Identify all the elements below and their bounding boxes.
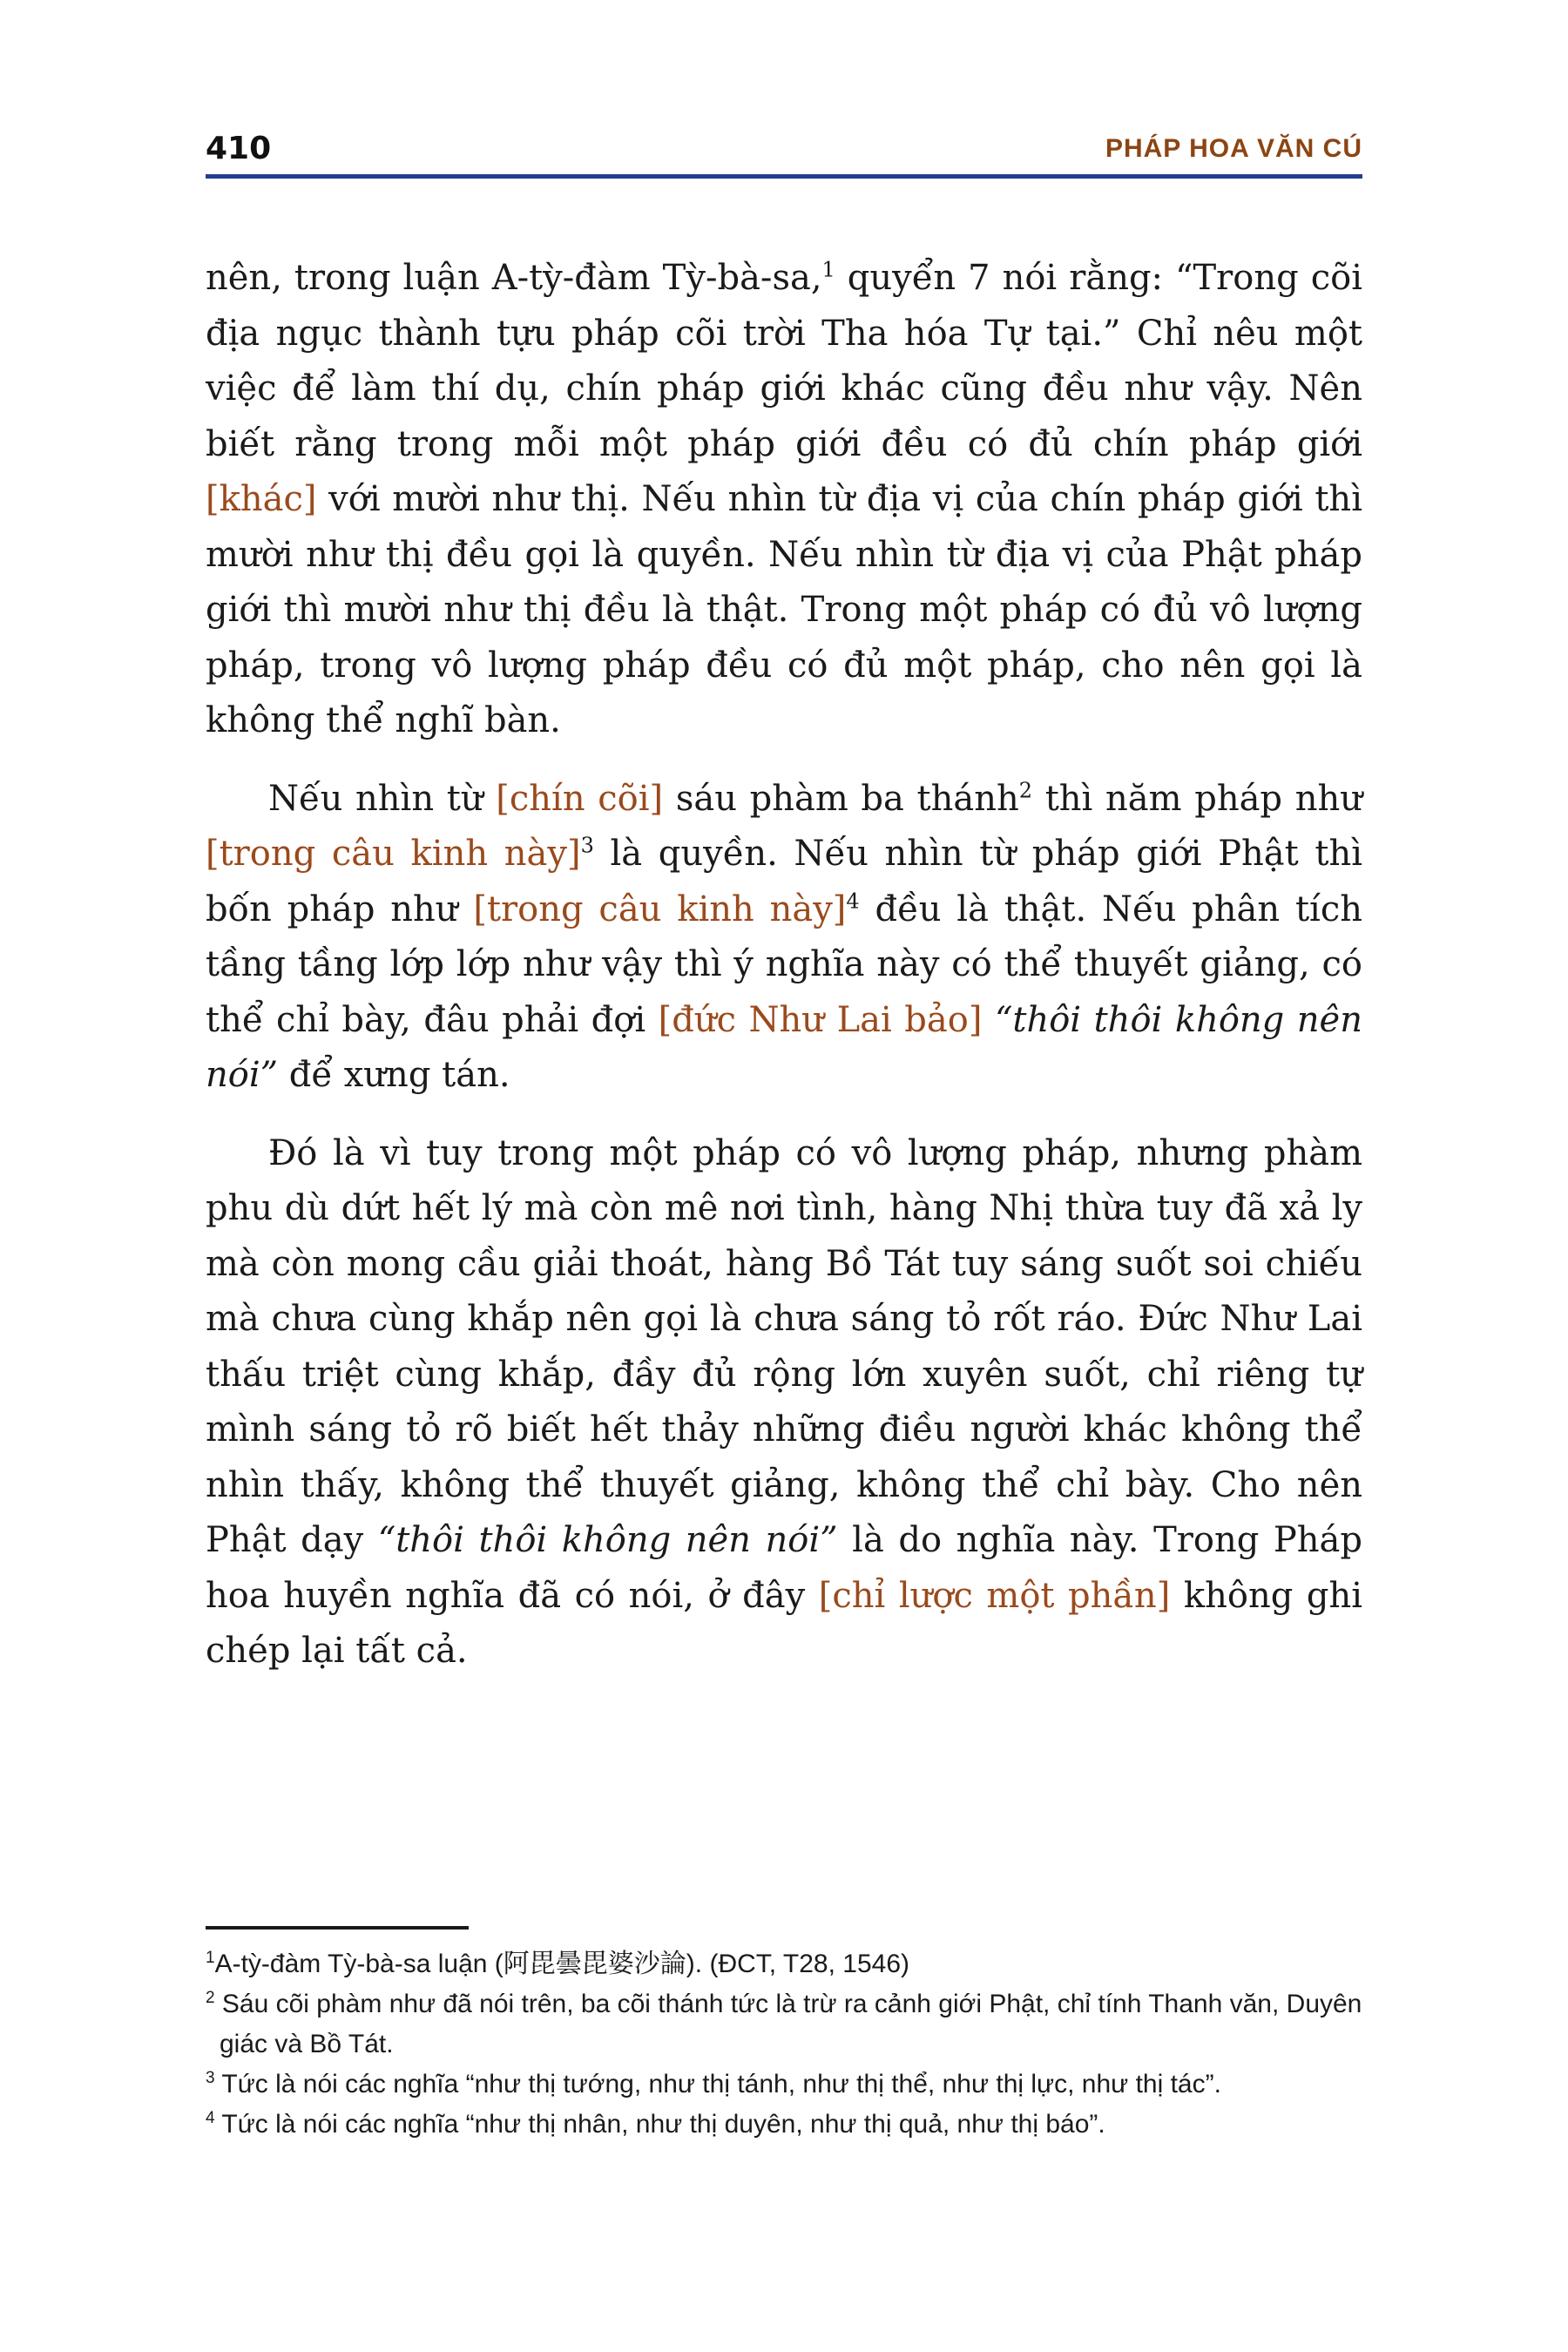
- italic-quote: “thôi thôi không nên nói”: [377, 1520, 838, 1560]
- editorial-insertion: [chỉ lược một phần]: [818, 1575, 1171, 1616]
- footnote-number: 2: [206, 1989, 215, 2007]
- header-rule: [206, 174, 1362, 179]
- text-run: đều là thật. Nếu phân tích tầng tầng lớp lớp như vậy thì ý nghĩa này có thể thuyết giảng, có thể chỉ bày, đâu phải đợi: [206, 889, 1362, 1040]
- footnote-ref-2[interactable]: 2: [1018, 778, 1033, 803]
- main-text: [206, 251, 1362, 1702]
- text-run: Đó là vì tuy trong một pháp có vô lượng pháp, nhưng phàm phu dù dứt hết lý mà còn mê nơi tình, hàng Nhị thừa tuy đã xả ly mà còn mong cầu giải thoát, hàng Bồ Tát tuy sáng suốt soi chiếu mà chưa cùng khắp nên gọi là chưa sáng tỏ rốt ráo. Đức Như Lai thấu triệt cùng khắp, đầy đủ rộng lớn xuyên suốt, chỉ riêng tự mình sáng tỏ rõ biết hết thảy những điều người khác không thể nhìn thấy, không thể thuyết giảng, không thể chỉ bày. Cho nên Phật dạy: [206, 1132, 1362, 1560]
- editorial-insertion: [trong câu kinh này]: [473, 889, 847, 929]
- footnote-text: Tức là nói các nghĩa “như thị tướng, như thị tánh, như thị thể, như thị lực, như thị tác”.: [214, 2070, 1221, 2099]
- text-run: để xưng tán.: [278, 1055, 510, 1095]
- footnote-number: 4: [206, 2109, 215, 2127]
- paragraph-3: [206, 1126, 1362, 1680]
- footnote-ref-4[interactable]: 4: [846, 889, 860, 914]
- footnote-2: [206, 1984, 1373, 2065]
- editorial-insertion: [khác]: [206, 479, 317, 519]
- text-run: là quyền. Nếu nhìn từ pháp giới Phật thì bốn pháp như: [206, 834, 1362, 929]
- page-header: [206, 127, 1362, 171]
- footnote-text: Tức là nói các nghĩa “như thị nhân, như thị duyên, như thị quả, như thị báo”.: [214, 2110, 1105, 2139]
- text-run: thì năm pháp như: [1032, 778, 1362, 819]
- footnote-number: 3: [206, 2069, 215, 2087]
- italic-quote: “thôi thôi không nên nói”: [206, 999, 1362, 1095]
- text-run: Nếu nhìn từ: [268, 778, 497, 819]
- footnote-3: [206, 2065, 1373, 2105]
- text-run: là do nghĩa này. Trong Pháp hoa huyền nghĩa đã có nói, ở đây: [206, 1520, 1363, 1616]
- paragraph-2: [206, 772, 1362, 1104]
- text-run: [982, 1000, 995, 1040]
- footnote-ref-3[interactable]: 3: [580, 833, 594, 858]
- running-title: PHÁP HOA VĂN CÚ: [1105, 134, 1362, 163]
- editorial-insertion: [đức Như Lai bảo]: [658, 999, 983, 1040]
- text-run: với mười như thị. Nếu nhìn từ địa vị của chín pháp giới thì mười như thị đều gọi là quyền. Nếu nhìn từ địa vị của Phật pháp giới thì mười như thị đều là thật. Trong một pháp có đủ vô lượng pháp, trong vô lượng pháp đều có đủ một pháp, cho nên gọi là không thể nghĩ bàn.: [206, 479, 1362, 740]
- text-run: nên, trong luận A-tỳ-đàm Tỳ-bà-sa,: [206, 258, 822, 298]
- editorial-insertion: [chín cõi]: [496, 778, 664, 819]
- footnote-ref-1[interactable]: 1: [821, 257, 835, 282]
- footnotes: [206, 1944, 1373, 2145]
- footnote-4: [206, 2105, 1373, 2145]
- footnote-number: 1: [206, 1949, 215, 1967]
- text-run: quyển 7 nói rằng: “Trong cõi địa ngục thành tựu pháp cõi trời Tha hóa Tự tại.” Chỉ nêu một việc để làm thí dụ, chín pháp giới khác cũng đều như vậy. Nên biết rằng trong mỗi một pháp giới đều có đủ chín pháp giới: [206, 258, 1362, 464]
- footnote-text: A-tỳ-đàm Tỳ-bà-sa luận (阿毘曇毘婆沙論). (ĐCT, T28, 1546): [214, 1950, 909, 1978]
- text-run: sáu phàm ba thánh: [663, 778, 1019, 819]
- paragraph-1: [206, 251, 1362, 749]
- footnote-separator: [206, 1926, 469, 1930]
- editorial-insertion: [trong câu kinh này]: [206, 834, 581, 874]
- text-run: không ghi chép lại tất cả.: [206, 1575, 1363, 1671]
- footnote-text: Sáu cõi phàm như đã nói trên, ba cõi thánh tức là trừ ra cảnh giới Phật, chỉ tính Thanh văn, Duyên giác và Bồ Tát.: [214, 1990, 1362, 2058]
- page-number: 410: [206, 131, 272, 166]
- footnote-1: [206, 1944, 1373, 1984]
